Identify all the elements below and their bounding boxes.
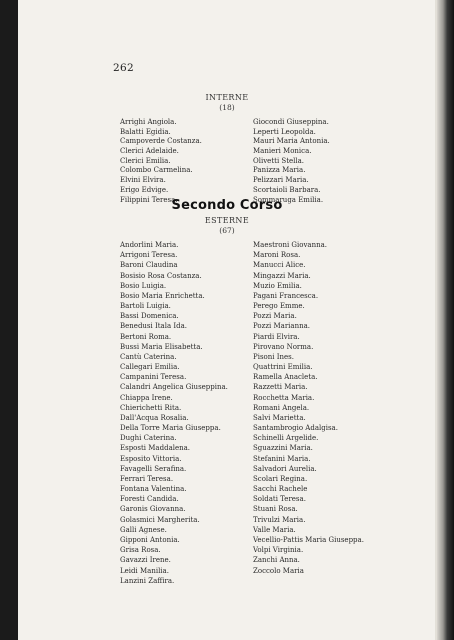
name-entry: Soldati Teresa. (253, 495, 306, 504)
name-entry: Clerici Adelaide. (120, 147, 179, 156)
name-entry: Bartoli Luigia. (120, 302, 171, 311)
name-entry: Andorlini Maria. (120, 241, 179, 249)
name-entry: Arrigoni Teresa. (120, 251, 178, 260)
esterne-heading: ESTERNE (204, 216, 250, 225)
name-entry: Erigo Edvige. (120, 185, 169, 194)
name-entry: Chiappa Irene. (120, 393, 173, 402)
name-entry: Rocchetta Maria. (253, 393, 315, 402)
name-entry: Santambrogio Adalgisa. (253, 424, 338, 433)
name-entry: Esposito Vittoria. (120, 454, 182, 463)
esterne-right-list (253, 240, 364, 576)
name-entry: Manieri Monica. (253, 147, 312, 156)
name-entry: Campoverde Costanza. (120, 137, 202, 146)
esterne-count: (67) (219, 226, 235, 235)
name-entry: Trivulzi Maria. (253, 515, 306, 524)
name-entry: Zanchi Anna. (253, 556, 300, 565)
name-entry: Piardi Elvira. (253, 332, 300, 341)
name-entry: Dall'Acqua Rosalia. (120, 413, 189, 422)
name-entry: Valle Maria. (253, 525, 296, 534)
name-entry: Razzetti Maria. (253, 383, 308, 392)
name-entry: Scolari Regina. (253, 474, 308, 483)
name-entry: Quattrini Emilia. (253, 363, 313, 372)
interne-right-list (253, 118, 330, 205)
name-entry: Manucci Alice. (253, 261, 306, 270)
name-entry: Callegari Emilia. (120, 363, 180, 372)
name-entry: Salvi Marietta. (253, 413, 306, 422)
interne-heading: INTERNE (205, 93, 249, 102)
name-entry: Bosio Luigia. (120, 281, 167, 290)
name-entry: Vecellio-Pattis Maria Giuseppa. (253, 535, 364, 544)
name-entry: Scortaioli Barbara. (253, 185, 321, 194)
name-entry: Muzio Emilia. (253, 281, 302, 290)
name-entry: Arrighi Angiola. (120, 118, 177, 126)
name-entry: Filippini Teresa. (120, 195, 178, 204)
name-entry: Lanzini Zaffira. (120, 576, 175, 585)
name-entry: Pagani Francesca. (253, 291, 319, 300)
name-entry: Bassi Domenica. (120, 312, 179, 321)
name-entry: Pisoni Ines. (253, 352, 294, 361)
name-entry: Dughi Caterina. (120, 434, 177, 443)
name-entry: Foresti Candida. (120, 495, 179, 504)
name-entry: Leidi Manilia. (120, 566, 169, 575)
page-number: 262 (113, 62, 134, 74)
name-entry: Pirovano Norma. (253, 342, 314, 351)
name-entry: Bosisio Rosa Costanza. (120, 271, 202, 280)
name-entry: Clerici Emilia. (120, 156, 171, 165)
name-entry: Stefanini Maria. (253, 454, 311, 463)
name-entry: Esposti Maddalena. (120, 444, 191, 453)
name-entry: Elvini Elvira. (120, 176, 166, 185)
name-entry: Pozzi Marianna. (253, 322, 310, 331)
name-entry: Benedusi Itala Ida. (120, 322, 188, 331)
name-entry: Calandri Angelica Giuseppina. (120, 383, 228, 392)
name-entry: Golasmici Margherita. (120, 515, 200, 524)
name-entry: Schinelli Argelide. (253, 434, 319, 443)
interne-left-list (120, 118, 202, 205)
name-entry: Galli Agnese. (120, 525, 167, 534)
name-entry: Mauri Maria Antonia. (253, 137, 330, 146)
name-entry: Bosio Maria Enrichetta. (120, 291, 205, 300)
name-entry: Favagelli Serafina. (120, 464, 187, 473)
name-entry: Bussi Maria Elisabetta. (120, 342, 203, 351)
name-entry: Salvadori Aurelia. (253, 464, 317, 473)
name-entry: Bertoni Roma. (120, 332, 172, 341)
name-entry: Campanini Teresa. (120, 373, 187, 382)
name-entry: Maestroni Giovanna. (253, 241, 328, 249)
name-entry: Pelizzari Maria. (253, 176, 309, 185)
name-entry: Ramella Anacleta. (253, 373, 318, 382)
name-entry: Sacchi Rachele (253, 485, 308, 494)
name-entry: Zoccolo Maria (253, 566, 304, 575)
name-entry: Garonis Giovanna. (120, 505, 186, 514)
name-entry: Fontana Valentina. (120, 485, 187, 494)
name-entry: Stuani Rosa. (253, 505, 298, 514)
name-entry: Leperti Leopolda. (253, 127, 316, 136)
name-entry: Giocondi Giuseppina. (253, 118, 329, 126)
name-entry: Sguazzini Maria. (253, 444, 313, 453)
name-entry: Mingazzi Maria. (253, 271, 311, 280)
name-entry: Pozzi Maria. (253, 312, 297, 321)
name-entry: Ferrari Teresa. (120, 474, 174, 483)
name-entry: Colombo Carmelina. (120, 166, 193, 175)
name-entry: Romani Angela. (253, 403, 310, 412)
name-entry: Della Torre Maria Giuseppa. (120, 424, 221, 433)
name-entry: Volpi Virginia. (253, 546, 304, 555)
name-entry: Baroni Claudina (120, 261, 178, 270)
name-entry: Gavazzi Irene. (120, 556, 171, 565)
name-entry: Chierichetti Rita. (120, 403, 182, 412)
name-entry: Panizza Maria. (253, 166, 306, 175)
name-entry: Perego Emme. (253, 302, 305, 311)
name-entry: Cantù Caterina. (120, 352, 177, 361)
name-entry: Maroni Rosa. (253, 251, 301, 260)
section-title: Secondo Corso (171, 198, 283, 213)
name-entry: Sommaruga Emilia. (253, 195, 324, 204)
name-entry: Balatti Egidia. (120, 127, 171, 136)
esterne-left-list (120, 240, 228, 586)
name-entry: Grisa Rosa. (120, 546, 161, 555)
name-entry: Gipponi Antonia. (120, 535, 180, 544)
name-entry: Olivetti Stella. (253, 156, 305, 165)
interne-count: (18) (219, 103, 235, 112)
